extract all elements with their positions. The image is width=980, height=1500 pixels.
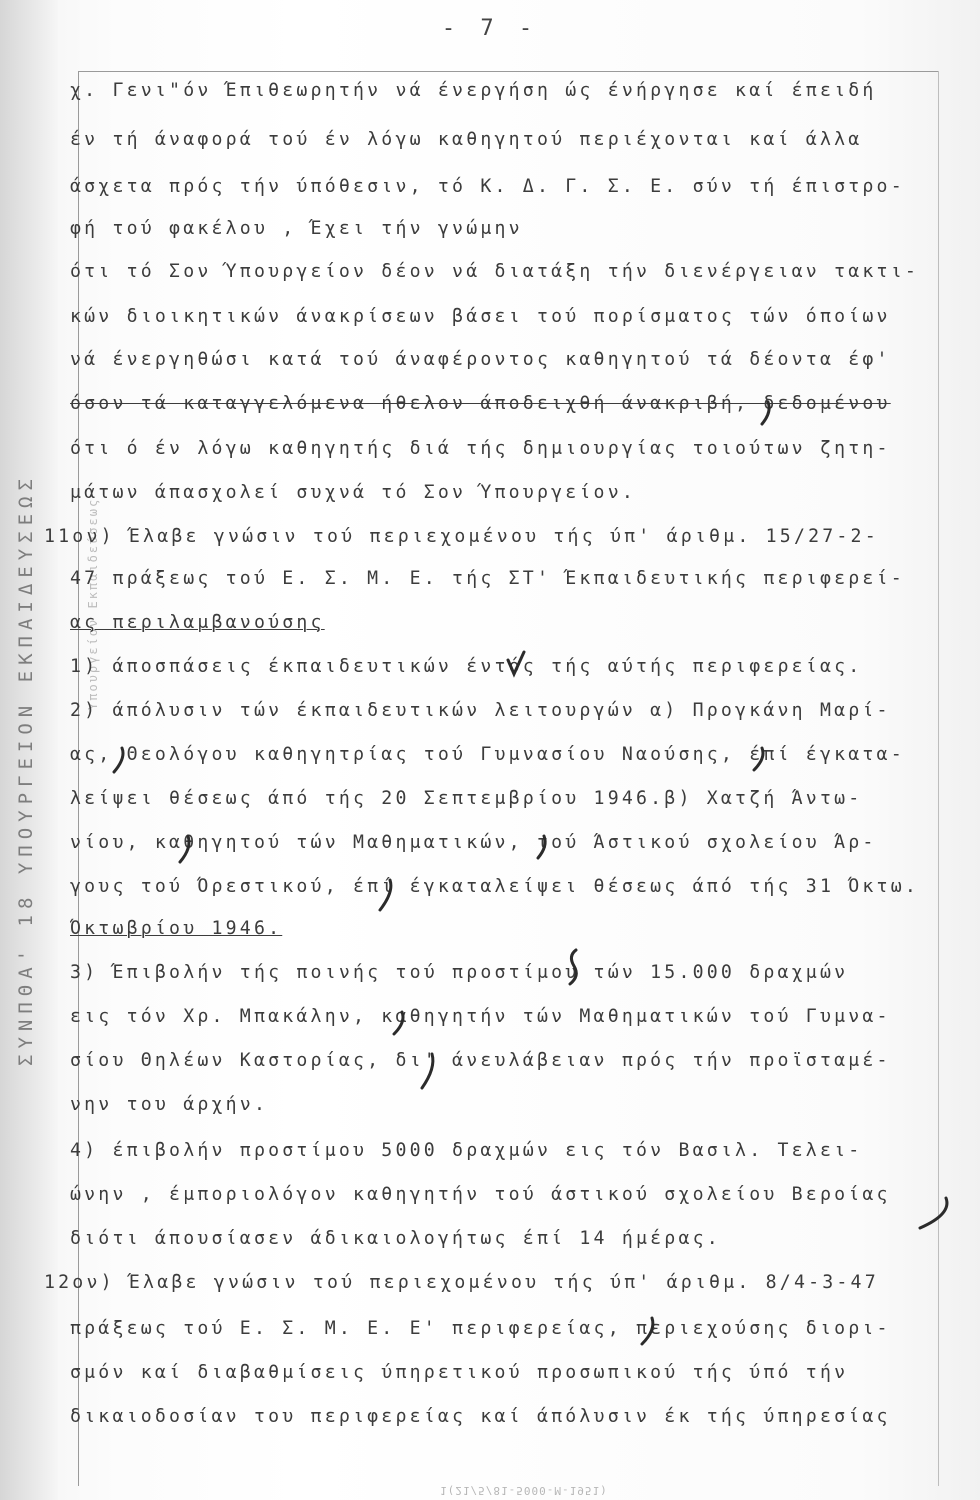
text-line: σίου Θηλέων Καστορίας, δι' άνευλάβειαν πρός τήν προϊσταμέ-: [70, 1050, 891, 1071]
text-line: ας περιλαμβανούσης: [70, 612, 325, 633]
text-line: κών διοικητικών άνακρίσεων βάσει τού πορίσματος τών όποίων: [70, 306, 891, 327]
text-line: 47 πράξεως τού Ε. Σ. Μ. Ε. τής ΣΤ' Έκπαιδευτικής περιφερεί-: [70, 568, 905, 589]
list-item-4: 4) έπιβολήν προστίμου 5000 δραχμών εις τόν Βασιλ. Τελει-: [70, 1140, 863, 1161]
text-line: έν τή άναφορά τού έν λόγω καθηγητού περιέχονται καί άλλα: [70, 129, 863, 150]
text-line: γους τού Όρεστικού, έπί έγκαταλείψει θέσεως άπό τής 31 Όκτω.: [70, 876, 919, 897]
page-number: - 7 -: [441, 16, 539, 41]
text-line: φή τού φακέλου , Έχει τήν γνώμην: [70, 218, 523, 239]
text-line: νίου, καθηγητού τών Μαθηματικών, τού Άστικού σχολείου Άρ-: [70, 832, 877, 853]
list-item-1: 1) άποσπάσεις έκπαιδευτικών έντός τής αύτής περιφερείας.: [70, 656, 863, 677]
text-line: νά ένεργηθώσι κατά τού άναφέροντος καθηγητού τά δέοντα έφ': [70, 349, 891, 370]
bleed-through-text: 1(21/5/81-5000-Μ-1951): [440, 1484, 608, 1497]
text-line: λείψει θέσεως άπό τής 20 Σεπτεμβρίου 1946.β) Χατζή Άντω-: [70, 788, 863, 809]
text-line: νην του άρχήν.: [70, 1094, 269, 1115]
list-item-2: 2) άπόλυσιν τών έκπαιδευτικών λειτουργών α) Προγκάνη Μαρί-: [70, 700, 891, 721]
text-line: ότι ό έν λόγω καθηγητής διά τής δημιουργίας τοιούτων ζητη-: [70, 438, 891, 459]
item-heading-11: 11ον) Έλαβε γνώσιν τού περιεχομένου τής ύπ' άριθμ. 15/27-2-: [44, 526, 879, 547]
text-line: άσχετα πρός τήν ύπόθεσιν, τό Κ. Δ. Γ. Σ. Ε. σύν τή έπιστρο-: [70, 176, 905, 197]
text-line: χ. Γενι"όν Έπιθεωρητήν νά ένεργήση ώς ένήργησε καί έπειδή: [70, 80, 877, 101]
text-line: Όκτωβρίου 1946.: [70, 918, 283, 939]
text-line: μάτων άπασχολεί συχνά τό Σον Ύπουργείον.: [70, 482, 636, 503]
item-heading-12: 12ον) Έλαβε γνώσιν τού περιεχομένου τής ύπ' άριθμ. 8/4-3-47: [44, 1272, 879, 1293]
text-line: πράξεως τού Ε. Σ. Μ. Ε. Ε' περιφερείας, περιεχούσης διορι-: [70, 1318, 891, 1339]
text-line: εις τόν Χρ. Μπακάλην, καθηγητήν τών Μαθηματικών τού Γυμνα-: [70, 1006, 891, 1027]
text-line: σμόν καί διαβαθμίσεις ύπηρετικού προσωπικού τής ύπό τήν: [70, 1362, 849, 1383]
list-item-3: 3) Έπιβολήν τής ποινής τού προστίμου τών 15.000 δραχμών: [70, 962, 849, 983]
text-line: ώνην , έμποριολόγον καθηγητήν τού άστικού σχολείου Βεροίας: [70, 1184, 891, 1205]
text-line: διότι άπουσίασεν άδικαιολογήτως έπί 14 ήμέρας.: [70, 1228, 721, 1249]
text-line: ας, Θεολόγου καθηγητρίας τού Γυμνασίου Ναούσης, έπί έγκατα-: [70, 744, 905, 765]
text-line-struck: όσον τά καταγγελόμενα ήθελον άποδειχθή άνακριβή, δεδομένου: [70, 393, 891, 414]
side-stamp: ΣΥΝΠΘΑ' 18 ΥΠΟΥΡΓΕΙΟΝ ΕΚΠΑΙΔΕΥΣΕΩΣ: [15, 473, 37, 1067]
text-line: ότι τό Σον Ύπουργείον δέον νά διατάξη τήν διενέργειαν τακτι-: [70, 261, 919, 282]
faint-stamp-mark: Υπουργείον Εκπαιδεύσεως: [86, 497, 100, 710]
frame-top-rule: [78, 71, 938, 72]
text-line: δικαιοδοσίαν του περιφερείας καί άπόλυσιν έκ τής ύπηρεσίας: [70, 1406, 891, 1427]
